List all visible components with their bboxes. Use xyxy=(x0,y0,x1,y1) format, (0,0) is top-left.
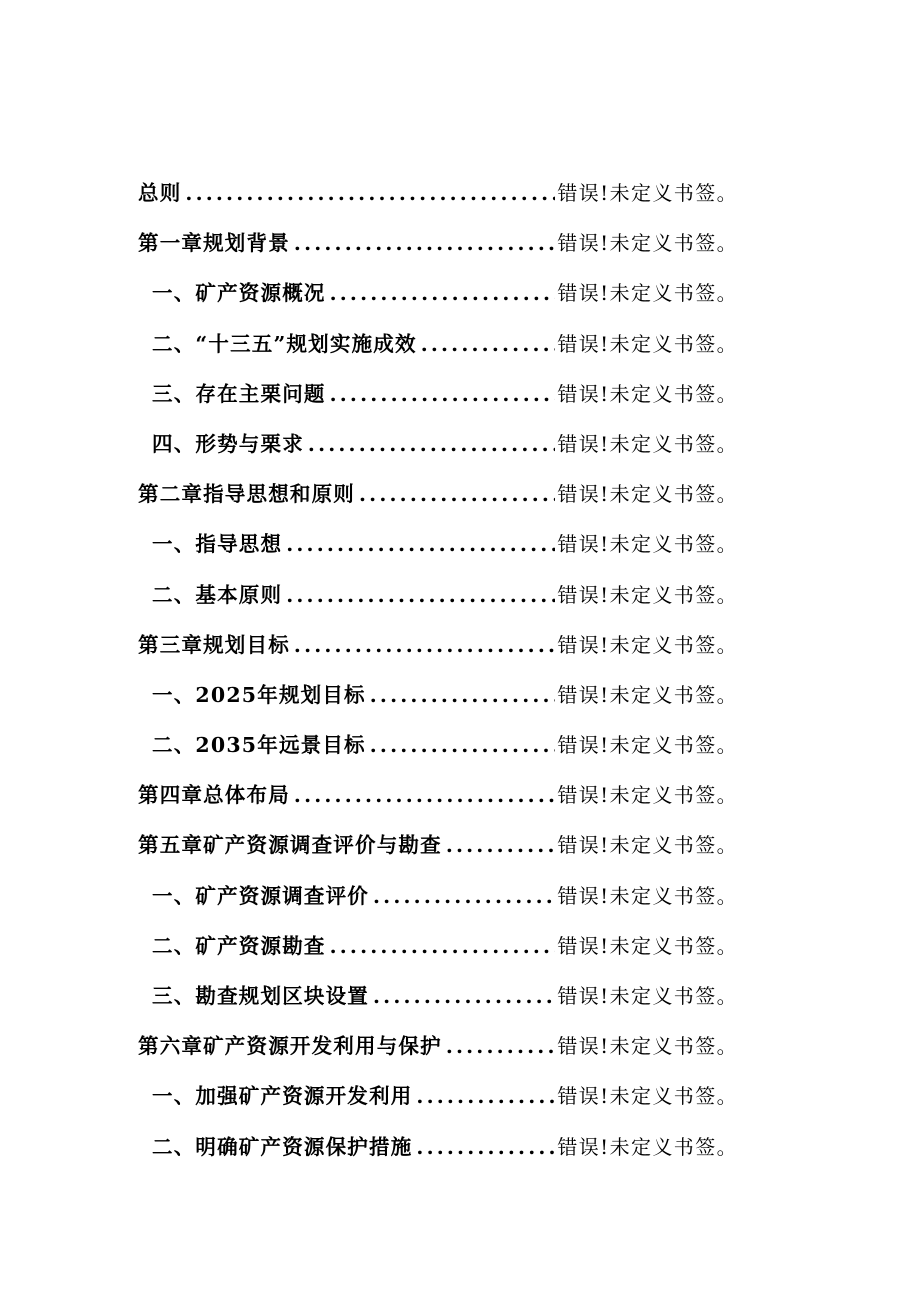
toc-dot-leader xyxy=(355,469,555,519)
toc-dot-leader xyxy=(442,820,556,870)
toc-entry-page-reference: 错误!未定义书签。 xyxy=(557,783,738,808)
toc-dot-leader xyxy=(369,871,555,921)
toc-entry-page-reference: 错误!未定义书签。 xyxy=(557,181,738,205)
toc-section-entry[interactable] xyxy=(138,971,738,1021)
toc-dot-leader xyxy=(304,419,555,469)
toc-chapter-entry[interactable] xyxy=(138,469,738,519)
toc-dot-leader xyxy=(326,268,556,318)
toc-entry-title: 四、形势与栗求 xyxy=(152,431,304,456)
toc-section-entry[interactable] xyxy=(138,268,738,318)
toc-entry-page-reference: 错误!未定义书签。 xyxy=(557,933,738,958)
toc-chapter-entry[interactable] xyxy=(138,620,738,670)
toc-entry-page-reference: 错误!未定义书签。 xyxy=(557,1034,738,1059)
toc-entry-page-reference: 错误!未定义书签。 xyxy=(557,281,738,306)
toc-chapter-entry[interactable] xyxy=(138,168,738,218)
toc-entry-page-reference: 错误!未定义书签。 xyxy=(557,682,738,707)
toc-dot-leader xyxy=(412,1122,555,1172)
toc-section-entry[interactable] xyxy=(138,369,738,419)
toc-dot-leader xyxy=(290,620,555,670)
toc-entry-title: 第四章总体布局 xyxy=(138,783,290,808)
toc-chapter-entry[interactable] xyxy=(138,1021,738,1071)
toc-section-entry[interactable] xyxy=(138,871,738,921)
toc-entry-page-reference: 错误!未定义书签。 xyxy=(557,632,738,657)
toc-section-entry[interactable] xyxy=(138,1122,738,1172)
toc-entry-page-reference: 错误!未定义书签。 xyxy=(557,984,738,1008)
toc-dot-leader xyxy=(290,218,555,268)
toc-entry-title: 一、指导思想 xyxy=(152,532,283,557)
toc-entry-page-reference: 错误!未定义书签。 xyxy=(557,532,738,557)
toc-entry-page-reference: 错误!未定义书签。 xyxy=(557,331,738,356)
toc-dot-leader xyxy=(417,319,556,369)
toc-chapter-entry[interactable] xyxy=(138,218,738,268)
toc-entry-page-reference: 错误!未定义书签。 xyxy=(557,1084,738,1109)
toc-dot-leader xyxy=(369,971,555,1021)
toc-entry-title: 二、2035年远景目标 xyxy=(152,733,366,758)
toc-entry-page-reference: 错误!未定义书签。 xyxy=(557,883,738,908)
toc-dot-leader xyxy=(326,369,556,419)
toc-entry-title: 第五章矿产资源调查评价与勘查 xyxy=(138,833,442,858)
toc-entry-title: 三、存在主栗问题 xyxy=(152,381,326,406)
toc-entry-title: 一、矿产资源概况 xyxy=(152,281,326,306)
toc-entry-page-reference: 错误!未定义书签。 xyxy=(557,582,738,607)
toc-entry-page-reference: 错误!未定义书签。 xyxy=(557,733,738,758)
toc-dot-leader xyxy=(282,519,555,569)
toc-section-entry[interactable] xyxy=(138,419,738,469)
toc-entry-page-reference: 错误!未定义书签。 xyxy=(557,833,738,858)
toc-section-entry[interactable] xyxy=(138,670,738,720)
toc-entry-title: 二、矿产资源勘查 xyxy=(152,933,326,958)
toc-entry-page-reference: 错误!未定义书签。 xyxy=(557,431,738,456)
toc-dot-leader xyxy=(181,168,555,218)
toc-entry-title: 一、2025年规划目标 xyxy=(152,682,366,707)
toc-entry-page-reference: 错误!未定义书签。 xyxy=(557,231,738,256)
toc-dot-leader xyxy=(326,921,556,971)
toc-entry-title: 第六章矿产资源开发利用与保护 xyxy=(138,1034,442,1059)
toc-dot-leader xyxy=(442,1021,556,1071)
toc-dot-leader xyxy=(412,1071,555,1121)
toc-entry-page-reference: 错误!未定义书签。 xyxy=(557,1134,738,1159)
toc-entry-title: 二、基本原则 xyxy=(152,582,283,607)
toc-entry-title: 第一章规划背景 xyxy=(138,231,290,256)
toc-entry-title: 第二章指导思想和原则 xyxy=(138,482,355,507)
toc-entry-title: 三、勘查规划区块设置 xyxy=(152,984,369,1008)
toc-entry-title: 二、“十三五”规划实施成效 xyxy=(152,331,417,356)
toc-dot-leader xyxy=(290,770,555,820)
toc-section-entry[interactable] xyxy=(138,1071,738,1121)
toc-entry-title: 一、加强矿产资源开发利用 xyxy=(152,1084,413,1109)
toc-chapter-entry[interactable] xyxy=(138,820,738,870)
toc-entry-title: 一、矿产资源调查评价 xyxy=(152,883,369,908)
toc-entry-title: 第三章规划目标 xyxy=(138,632,290,657)
toc-section-entry[interactable] xyxy=(138,720,738,770)
toc-dot-leader xyxy=(282,570,555,620)
toc-entry-page-reference: 错误!未定义书签。 xyxy=(557,482,738,507)
table-of-contents xyxy=(138,168,738,1172)
toc-entry-title: 总则 xyxy=(138,181,182,205)
toc-section-entry[interactable] xyxy=(138,519,738,569)
toc-entry-page-reference: 错误!未定义书签。 xyxy=(557,381,738,406)
toc-section-entry[interactable] xyxy=(138,319,738,369)
toc-section-entry[interactable] xyxy=(138,570,738,620)
toc-entry-title: 二、明确矿产资源保护措施 xyxy=(152,1134,413,1159)
toc-dot-leader xyxy=(366,670,556,720)
toc-dot-leader xyxy=(366,720,556,770)
toc-chapter-entry[interactable] xyxy=(138,770,738,820)
toc-section-entry[interactable] xyxy=(138,921,738,971)
